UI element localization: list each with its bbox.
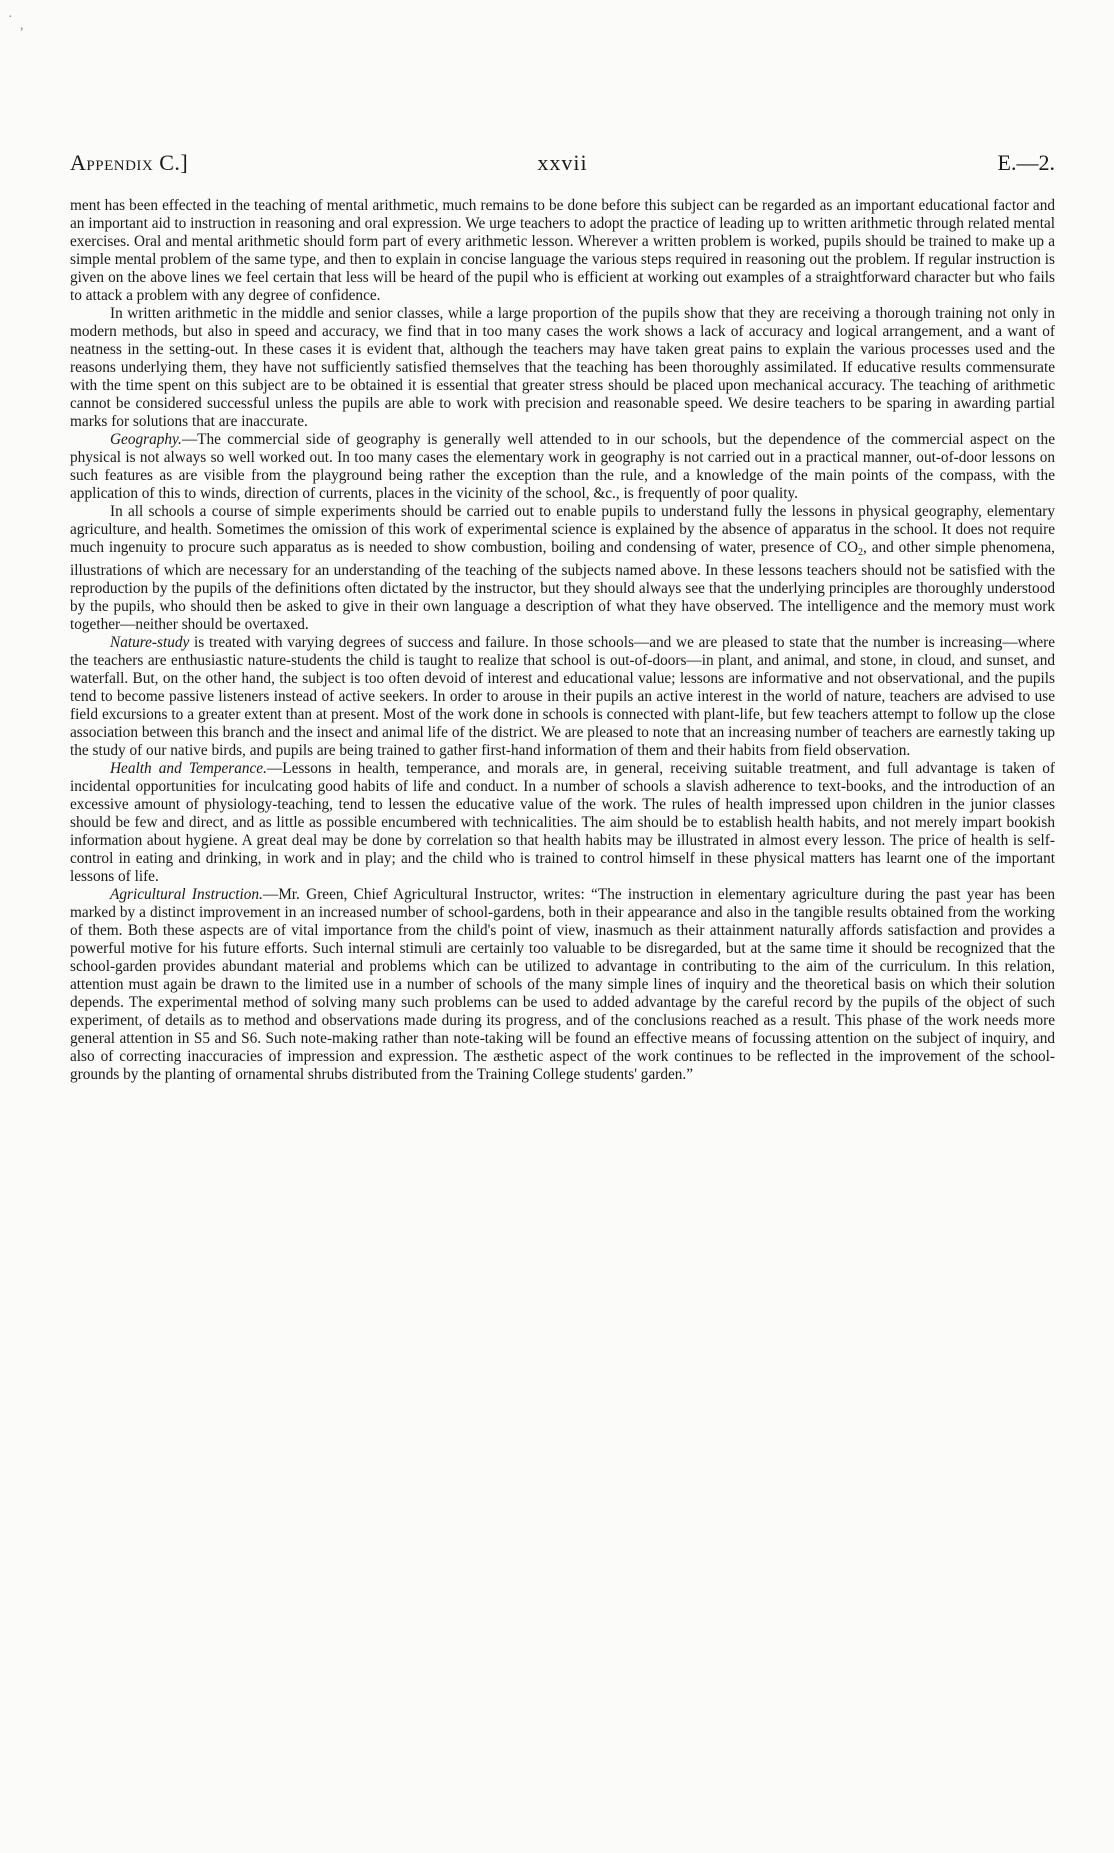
- paragraph-text: —Lessons in health, temperance, and morals are, in general, receiving suitable treatment, and full advantage is taken of incidental opportunities for inculcating good habits of life and conduct. In a number of schools a slavish adherence to text-books, and the introduction of an excessive amount of physiology-teaching, tend to lessen the educative value of the work. The rules of health impressed upon children in the junior classes should be few and direct, and as little as possible encumbered with technicalities. The aim should be to establish health habits, and not merely impart bookish information about hygiene. A great deal may be done by correlation so that health habits may be illustrated in almost every lesson. The price of health is self-control in eating and drinking, in work and in play; and the child who is trained to control himself in these physical matters has learnt one of the important lessons of life.: [70, 760, 1055, 885]
- section-heading-geography: Geography.: [110, 431, 182, 448]
- paragraph-text: ment has been effected in the teaching of mental arithmetic, much remains to be done before this subject can be regarded as an important educational factor and an important aid to instruction in reasoning and oral expression. We urge teachers to adopt the practice of leading up to written arithmetic through related mental exercises. Oral and mental arithmetic should form part of every arithmetic lesson. Wherever a written problem is worked, pupils should be trained to make up a simple mental problem of the same type, and then to explain in concise language the various steps required in reasoning out the problem. If regular instruction is given on the above lines we feel certain that less will be heard of the pupil who is efficient at working out examples of a straightforward character but who fails to attack a problem with any degree of confidence.: [70, 197, 1055, 304]
- scan-mark: ·: [8, 10, 13, 25]
- header-document-code: E.—2.: [997, 150, 1055, 175]
- paragraph-text: , and other simple phenomena, illustrations of which are necessary for an understanding of the teaching of the subjects named above. In these lessons teachers should not be satisfied with the reproduction by the pupils of the definitions often dictated by the instructor, but they should always see that the underlying principles are thoroughly understood by the pupils, who should then be asked to give in their own language a description of what they have observed. The intelligence and the memory must work together—neither should be overtaxed.: [70, 539, 1055, 633]
- section-heading-health-temperance: Health and Temperance.: [110, 760, 267, 777]
- scan-mark: ,: [20, 18, 24, 33]
- section-heading-nature-study: Nature-study: [110, 634, 190, 651]
- paragraph-text: is treated with varying degrees of success and failure. In those schools—and we are pleased to state that the number is increasing—where the teachers are enthusiastic nature-students the child is taught to realize that school is out-of-doors—in plant, and animal, and stone, in cloud, and sunset, and waterfall. But, on the other hand, the subject is too often devoid of interest and educational value; lessons are informative and not observational, and the pupils tend to become passive listeners instead of active seekers. In order to arouse in their pupils an active interest in the world of nature, teachers are advised to use field excursions to a greater extent than at present. Most of the work done in schools is connected with plant-life, but few teachers attempt to follow up the close association between this branch and the insect and animal life of the district. We are pleased to note that an increasing number of teachers are earnestly taking up the study of our native birds, and pupils are being trained to gather first-hand information of them and their habits from field observation.: [70, 634, 1055, 759]
- paragraph-text: —The commercial side of geography is generally well attended to in our schools, but the dependence of the commercial aspect on the physical is not always so well worked out. In too many cases the elementary work in geography is not carried out in a practical manner, out-of-door lessons on such features as are visible from the playground being rather the exception than the rule, and a knowledge of the main points of the compass, with the application of this to winds, direction of currents, places in the vicinity of the school, &c., is frequently of poor quality.: [70, 431, 1055, 502]
- paragraph-experiments: [70, 503, 1055, 634]
- paragraph-agricultural-instruction: [70, 886, 1055, 1084]
- section-heading-agricultural-instruction: Agricultural Instruction.: [110, 886, 263, 903]
- paragraph-written-arithmetic: [70, 305, 1055, 431]
- header-page-number: xxvii: [537, 150, 588, 175]
- paragraph-geography: [70, 431, 1055, 503]
- paragraph-text: In written arithmetic in the middle and senior classes, while a large proportion of the pupils show that they are receiving a thorough training not only in modern methods, but also in speed and accuracy, we find that in too many cases the work shows a lack of accuracy and logical arrangement, and a want of neatness in the setting-out. In these cases it is evident that, although the teachers may have taken great pains to explain the various processes used and the reasons underlying them, they have not sufficiently satisfied themselves that the teaching has been thoroughly assimilated. If educative results commensurate with the time spent on this subject are to be obtained it is essential that greater stress should be placed upon mechanical accuracy. The teaching of arithmetic cannot be considered successful unless the pupils are able to work with precision and reasonable speed. We desire teachers to be sparing in awarding partial marks for solutions that are inaccurate.: [70, 305, 1055, 430]
- paragraph-text: —Mr. Green, Chief Agricultural Instructor, writes: “The instruction in elementary agriculture during the past year has been marked by a distinct improvement in an increased number of school-gardens, both in their appearance and also in the tangible results obtained from the working of them. Both these aspects are of vital importance from the child's point of view, inasmuch as their attainment naturally affords satisfaction and provides a powerful motive for his future efforts. Such internal stimuli are certainly too valuable to be disregarded, but at the same time it should be recognized that the school-garden provides abundant material and problems which can be utilized to advantage in contributing to the aim of the curriculum. In this relation, attention must again be drawn to the limited use in a number of schools of the many simple lines of inquiry and the theoretical basis on which their solution depends. The experimental method of solving many such problems can be used to added advantage by the careful record by the pupils of the object of such experiment, of details as to method and observations made during its progress, and of the conclusions reached as a result. This phase of the work needs more general attention in S5 and S6. Such note-making rather than note-taking will be found an effective means of focussing attention on the subject of inquiry, and also of correcting inaccuracies of impression and expression. The æsthetic aspect of the work continues to be reflected in the improvement of the school-grounds by the planting of ornamental shrubs distributed from the Training College students' garden.”: [70, 886, 1055, 1083]
- subscript: 2: [858, 547, 863, 558]
- paragraph-text: In all schools a course of simple experiments should be carried out to enable pupils to understand fully the lessons in physical geography, elementary agriculture, and health. Sometimes the omission of this work of experimental science is explained by the absence of apparatus in the school. It does not require much ingenuity to procure such apparatus as is needed to show combustion, boiling and condensing of water, presence of CO: [70, 503, 1055, 556]
- paragraph-mental-arithmetic: [70, 197, 1055, 305]
- header-appendix: Appendix C.]: [70, 150, 189, 175]
- paragraph-nature-study: [70, 634, 1055, 760]
- page-header: [70, 150, 1055, 180]
- paragraph-health-temperance: [70, 760, 1055, 886]
- document-body: [70, 197, 1055, 1084]
